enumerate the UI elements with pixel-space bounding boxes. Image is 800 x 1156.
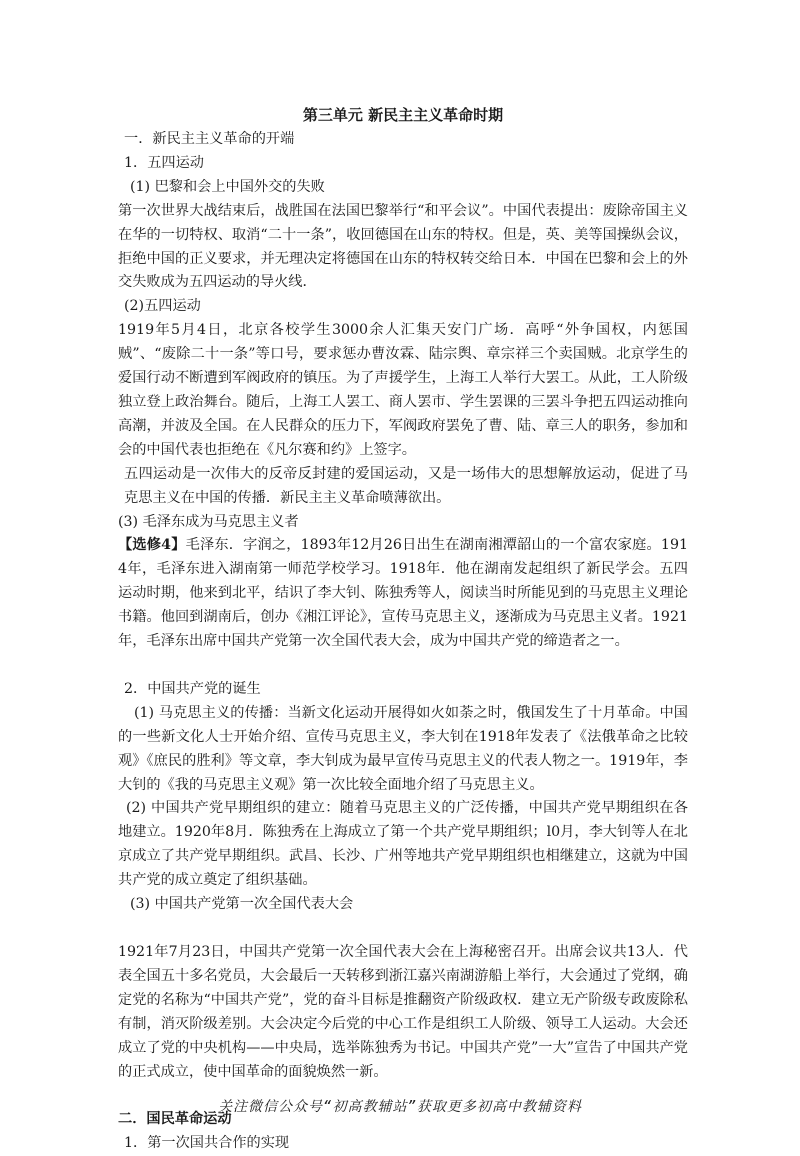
marxism-spread-paragraph: (1) 马克思主义的传播：当新文化运动开展得如火如荼之时，俄国发生了十月革命。中国的一些新文化人士开始介绍、宣传马克思主义，李大钊在1918年发表了《法俄革命之比较观》《庶民的胜利》等文章，李大钊成为最早宣传马克思主义的代表人物之一。1919年，李大钊的《我的马克思主义观》第一次比较全面地介绍了马克思主义。	[118, 704, 688, 793]
party-birth-heading: 2．中国共产党的诞生	[124, 680, 261, 697]
kmt-cpc-cooperation-heading: 1．第一次国共合作的实现	[124, 1135, 290, 1152]
subsection-may4-heading: 1．五四运动	[124, 154, 204, 171]
paris-conference-paragraph: 第一次世界大战结束后，战胜国在法国巴黎举行“和平会议”。中国代表提出：废除帝国主义在华的一切特权、取消“二十一条”，收回德国在山东的特权。但是，英、美等国操纵会议，拒绝中国的正义要求，并无理决定将德国在山东的特权转交给日本．中国在巴黎和会上的外交失败成为五四运动的导火线．	[118, 202, 688, 291]
may4-paragraph-a: 1919年5月4日，北京各校学生3000余人汇集天安门广场．高呼“外争国权，内惩国贼”、“废除二十一条”等口号，要求惩办曹汝霖、陆宗舆、章宗祥三个卖国贼。北京学生的爱国行动不断遭到军阀政府的镇压。为了声援学生，上海工人举行大罢工。从此，工人阶级独立登上政治舞台。随后，上海工人罢工、商人罢市、学生罢课的三罢斗争把五四运动推向高潮，并波及全国。在人民群众的压力下，军阀政府罢免了曹、陆、章三人的职务，参加和会的中国代表也拒绝在《凡尔赛和约》上签字。	[118, 322, 688, 458]
mao-paragraph-text: 毛泽东．字润之，1893年12月26日出生在湖南湘潭韶山的一个富农家庭。1914年，毛泽东进入湖南第一师范学校学习。1918年．他在湖南发起组织了新民学会。五四运动时期，他来到北平，结识了李大钊、陈独秀等人，阅读当时所能见到的马克思主义理论书籍。他回到湖南后，创办《湘江评论》，宣传马克思主义，逐渐成为马克思主义者。1921年，毛泽东出席中国共产党第一次全国代表大会，成为中国共产党的缔造者之一。	[118, 537, 689, 650]
footer-note: 关注微信公众号“初高教辅站”获取更多初高中教辅资料	[218, 1099, 582, 1115]
section-1-heading: 一．新民主主义革命的开端	[124, 131, 295, 147]
early-organization-paragraph: (2) 中国共产党早期组织的建立：随着马克思主义的广泛传播，中国共产党早期组织在各地建立。1920年8月．陈独秀在上海成立了第一个共产党早期组织；l0月，李大钊等人在北京成立了共产党早期组织。武昌、长沙、广州等地共产党早期组织也相继建立，这就为中国共产党的成立奠定了组织基础。	[118, 800, 688, 889]
paris-conference-heading: (1) 巴黎和会上中国外交的失败	[130, 178, 325, 195]
spacer	[118, 917, 688, 941]
spacer	[118, 654, 688, 678]
may4-paragraph-b: 五四运动是一次伟大的反帝反封建的爱国运动，又是一场伟大的思想解放运动，促进了马克思主义在中国的传播．新民主主义革命喷薄欲出。	[124, 465, 688, 506]
first-congress-paragraph: 1921年7月23日，中国共产党第一次全国代表大会在上海秘密召开。出席会议共13人．代表全国五十多名党员，大会最后一天转移到浙江嘉兴南湖游船上举行，大会通过了党纲，确定党的名称为“中国共产党”，党的奋斗目标是推翻资产阶级政权．建立无产阶级专政废除私有制，消灭阶级差别。大会决定今后党的中心工作是组织工人阶级、领导工人运动。大会还成立了党的中央机构——中央局，选举陈独秀为书记。中国共产党”一大”宣告了中国共产党的正式成立，使中国革命的面貌焕然一新。	[118, 944, 688, 1080]
mao-heading: (3) 毛泽东成为马克思主义者	[118, 513, 299, 530]
may4-movement-heading: (2)五四运动	[124, 298, 201, 315]
document-page	[118, 104, 688, 1156]
page-title: 第三单元 新民主主义革命时期	[302, 106, 504, 124]
section-2-heading: 二．国民革命运动	[118, 1111, 232, 1128]
mao-paragraph	[118, 534, 688, 654]
elective-tag: 【选修4】	[118, 537, 186, 554]
first-congress-heading: (3) 中国共产党第一次全国代表大会	[130, 896, 354, 913]
